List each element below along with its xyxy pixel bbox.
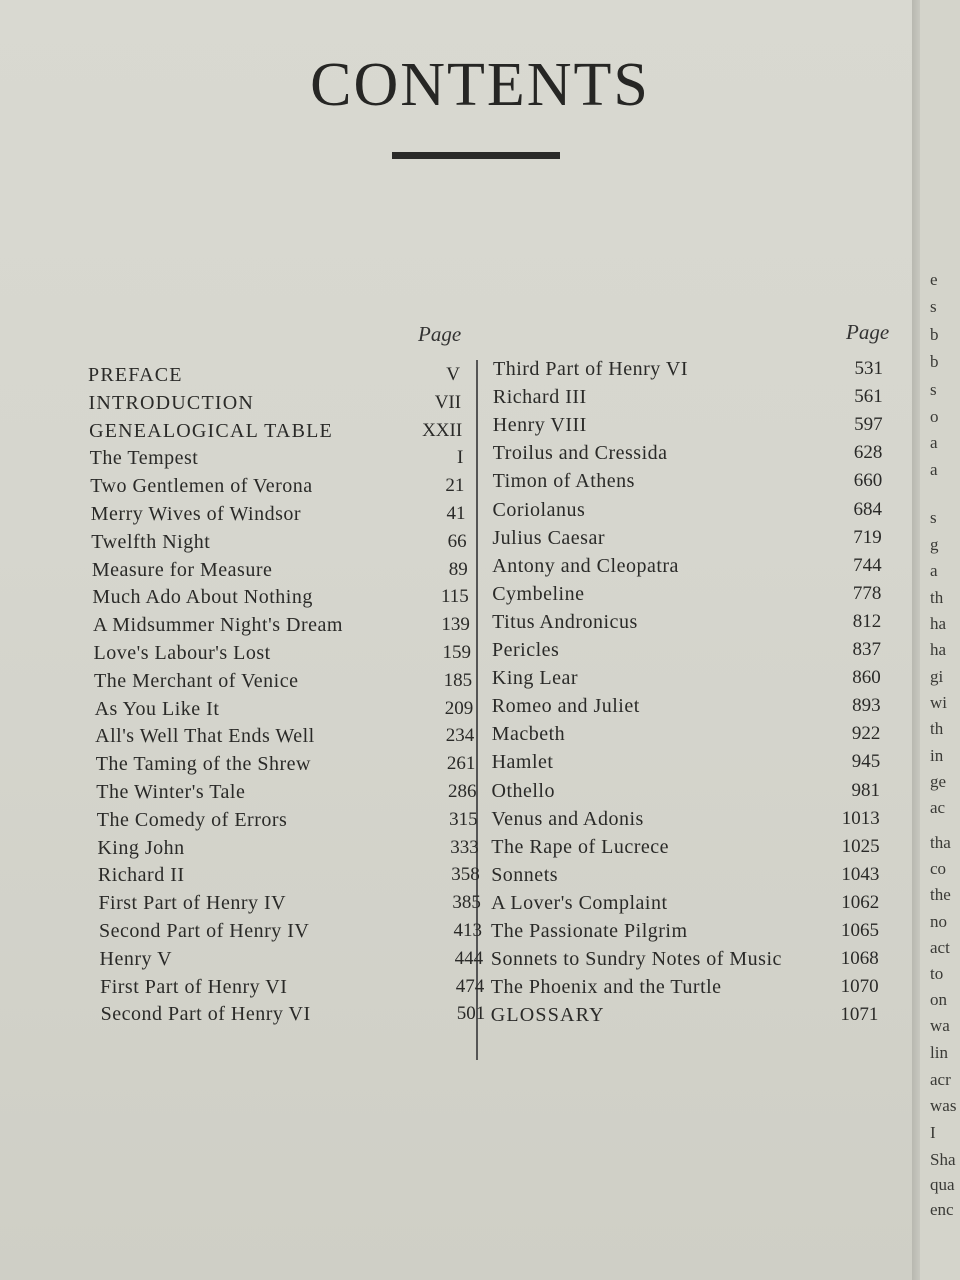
adjacent-page-text-fragment: s [930, 380, 937, 399]
contents-entry [493, 358, 883, 386]
adjacent-page-text-fragment: s [930, 297, 937, 316]
entry-title: Venus and Adonis [491, 807, 644, 830]
adjacent-page-text-fragment: lin [930, 1043, 948, 1062]
entry-page-number: 385 [452, 892, 481, 914]
entry-page-number: 234 [445, 725, 475, 747]
contents-entry [491, 976, 881, 1004]
adjacent-page-text-fragment: th [930, 719, 944, 738]
contents-entry [491, 920, 881, 948]
entry-title: The Rape of Lucrece [491, 835, 670, 858]
entry-page-number: 444 [454, 947, 484, 969]
entry-page-number: 1071 [840, 1004, 879, 1026]
entry-title: Troilus and Cressida [492, 442, 668, 465]
entry-page-number: 41 [446, 503, 466, 524]
entry-page-number: 922 [851, 723, 881, 745]
contents-entry [492, 583, 882, 611]
contents-entry [491, 892, 881, 920]
contents-entry [91, 558, 468, 587]
entry-page-number: 561 [854, 386, 883, 408]
entry-page-number: 89 [448, 558, 468, 580]
entry-page-number: 1025 [841, 835, 880, 857]
entry-page-number: 1070 [840, 976, 879, 998]
contents-entry [493, 499, 883, 527]
contents-entry [99, 920, 482, 948]
adjacent-page-text-fragment: wa [930, 1016, 950, 1035]
entry-page-number: 597 [854, 414, 883, 436]
entry-page-number: 315 [449, 808, 478, 830]
entry-page-number: 628 [853, 442, 883, 464]
contents-entry [91, 530, 467, 559]
entry-title: Julius Caesar [492, 526, 605, 549]
adjacent-page-text-fragment: gi [930, 667, 944, 686]
contents-entry [493, 386, 883, 414]
adjacent-page-text-fragment: ac [930, 798, 946, 817]
entry-page-number: 413 [453, 920, 482, 941]
entry-page-number: 684 [853, 498, 882, 520]
entry-title: Othello [491, 779, 555, 802]
adjacent-page-text-fragment: b [930, 352, 939, 371]
adjacent-page-text-fragment: enc [930, 1200, 954, 1219]
contents-entry [492, 667, 882, 695]
contents-entry [492, 555, 882, 583]
adjacent-page-text-fragment: to [930, 964, 944, 983]
entry-page-number: 1043 [841, 863, 880, 885]
adjacent-page-text-fragment: a [930, 561, 938, 580]
entry-page-number: V [446, 364, 460, 385]
adjacent-page-text-fragment: co [930, 859, 947, 878]
entry-page-number: 261 [446, 753, 476, 775]
entry-title: Sonnets to Sundry Notes of Music [490, 948, 782, 971]
entry-title: Third Part of Henry VI [493, 358, 689, 380]
contents-entry [493, 442, 883, 470]
entry-page-number: 744 [853, 554, 882, 576]
adjacent-page-text-fragment: act [930, 938, 950, 957]
contents-entry [491, 1004, 881, 1032]
entry-title: Henry V [99, 947, 173, 970]
adjacent-page-text-fragment: a [930, 460, 938, 479]
entry-page-number: 837 [852, 639, 881, 660]
entry-page-number: 159 [442, 642, 471, 663]
contents-entry [493, 470, 883, 498]
entry-page-number: VII [434, 391, 462, 413]
page-title: CONTENTS [310, 51, 650, 119]
entry-page-number: 185 [443, 669, 473, 691]
adjacent-page-text-fragment: was [930, 1096, 957, 1115]
adjacent-page-text-fragment: on [930, 990, 947, 1009]
entry-title: Coriolanus [492, 498, 586, 521]
contents-entry [95, 725, 475, 753]
entry-page-number: 333 [450, 836, 479, 858]
contents-entry [493, 414, 883, 442]
entry-title: Macbeth [491, 723, 566, 746]
entry-title: Richard III [492, 386, 587, 409]
entry-title: First Part of Henry VI [100, 975, 288, 998]
adjacent-page-text-fragment: o [930, 407, 939, 426]
adjacent-page-text-fragment: s [930, 508, 937, 527]
adjacent-page-text-fragment: th [930, 588, 944, 607]
left-page-header: Page [418, 322, 462, 346]
adjacent-page-text-fragment: ha [930, 640, 947, 659]
contents-entry [492, 780, 882, 808]
contents-entry [96, 808, 478, 837]
contents-entry [491, 864, 881, 892]
entry-title: All's Well That Ends Well [95, 725, 315, 748]
entry-page-number: 945 [851, 751, 881, 773]
adjacent-page-text-fragment: tha [930, 833, 951, 852]
entry-title: Antony and Cleopatra [492, 554, 679, 577]
entry-page-number: 1013 [841, 807, 880, 829]
contents-entry [93, 642, 471, 670]
entry-page-number: 660 [853, 470, 883, 492]
entry-title: GENEALOGICAL TABLE [89, 419, 333, 442]
entry-page-number: XXII [422, 419, 463, 441]
adjacent-page-text-fragment: acr [930, 1070, 951, 1089]
entry-title: Measure for Measure [91, 558, 273, 581]
adjacent-page-edge [920, 0, 960, 1280]
entry-title: Two Gentlemen of Verona [90, 475, 313, 498]
entry-title: Much Ado About Nothing [92, 586, 313, 609]
adjacent-page-text-fragment: ha [930, 614, 947, 633]
contents-entry [492, 723, 882, 751]
entry-page-number: 893 [852, 695, 881, 717]
entry-page-number: 21 [445, 475, 465, 497]
entry-page-number: 474 [455, 975, 485, 997]
entry-page-number: 981 [851, 779, 880, 801]
entry-title: First Part of Henry IV [98, 892, 287, 915]
adjacent-page-text-fragment: qua [930, 1175, 955, 1194]
contents-entry [97, 836, 479, 865]
entry-title: Merry Wives of Windsor [90, 503, 302, 525]
contents-entry [95, 753, 476, 781]
adjacent-page-text-fragment: g [930, 535, 939, 554]
contents-entry [90, 503, 466, 531]
contents-entry [94, 697, 474, 726]
entry-title: A Lover's Complaint [491, 891, 668, 914]
entry-page-number: 812 [852, 610, 882, 632]
entry-title: The Taming of the Shrew [95, 753, 311, 776]
entry-title: The Winter's Tale [96, 781, 246, 803]
adjacent-page-text-fragment: in [930, 746, 944, 765]
contents-entry [492, 611, 882, 639]
entry-title: The Comedy of Errors [96, 808, 288, 831]
entry-title: The Merchant of Venice [94, 669, 299, 692]
entry-title: Cymbeline [492, 582, 585, 605]
entry-title: A Midsummer Night's Dream [92, 614, 343, 637]
entry-page-number: 115 [440, 586, 469, 608]
entry-title: Pericles [492, 639, 560, 661]
entry-title: Richard II [97, 864, 185, 887]
entry-page-number: 778 [852, 582, 882, 604]
entry-page-number: 531 [854, 358, 883, 379]
entry-title: The Passionate Pilgrim [491, 920, 688, 942]
right-page-header: Page [846, 320, 890, 344]
page-gutter [912, 0, 920, 1280]
entry-title: Second Part of Henry IV [99, 920, 310, 942]
entry-title: GLOSSARY [490, 1004, 605, 1027]
contents-entry [491, 836, 881, 864]
entry-title: Love's Labour's Lost [93, 642, 271, 664]
adjacent-page-text-fragment: a [930, 433, 938, 452]
entry-title: King Lear [491, 667, 579, 690]
entry-title: Twelfth Night [91, 530, 211, 553]
adjacent-page-text-fragment: e [930, 270, 938, 289]
adjacent-page-text-fragment: b [930, 325, 939, 344]
contents-entry [96, 781, 477, 809]
entry-title: Henry VIII [492, 414, 587, 437]
contents-entry [492, 751, 882, 779]
contents-entry [98, 892, 481, 920]
contents-entry [492, 527, 882, 555]
entry-page-number: 501 [456, 1003, 486, 1025]
entry-page-number: 1065 [841, 920, 879, 941]
contents-entry [492, 695, 882, 723]
entry-page-number: 66 [447, 530, 467, 552]
entry-page-number: 358 [451, 864, 480, 886]
adjacent-page-text-fragment: Sha [930, 1150, 956, 1169]
entry-title: Hamlet [491, 751, 554, 774]
entry-page-number: 286 [448, 781, 477, 802]
contents-entry [97, 864, 480, 892]
contents-entry [88, 364, 460, 392]
entry-title: King John [97, 836, 185, 859]
entry-title: The Tempest [89, 447, 199, 470]
contents-entry [100, 975, 485, 1004]
entry-title: INTRODUCTION [88, 391, 255, 414]
entry-page-number: I [456, 447, 464, 469]
entry-page-number: 209 [444, 697, 474, 719]
entry-title: Titus Andronicus [492, 610, 638, 633]
contents-entry [492, 639, 882, 667]
adjacent-page-text-fragment: ge [930, 772, 947, 791]
contents-entry [92, 586, 469, 614]
entry-title: Second Part of Henry VI [100, 1003, 311, 1026]
adjacent-page-text-fragment: the [930, 885, 951, 904]
entry-title: As You Like It [94, 697, 220, 720]
contents-entry [90, 447, 462, 475]
contents-entry [99, 947, 484, 976]
contents-entry [100, 1003, 486, 1031]
contents-entry [94, 669, 473, 698]
contents-entry [89, 420, 461, 448]
entry-page-number: 719 [853, 526, 882, 548]
contents-entry [90, 475, 465, 503]
contents-entry [89, 392, 461, 420]
entry-title: PREFACE [88, 364, 183, 386]
entry-page-number: 860 [852, 667, 881, 689]
adjacent-page-text-fragment: wi [930, 693, 947, 712]
entry-title: Romeo and Juliet [491, 695, 640, 718]
entry-page-number: 1062 [841, 891, 880, 913]
contents-entry [491, 948, 881, 976]
title-rule [392, 152, 560, 159]
contents-entry [491, 808, 881, 836]
adjacent-page-text-fragment: I [930, 1123, 936, 1142]
entry-page-number: 139 [441, 614, 470, 636]
adjacent-page-text-fragment: no [930, 912, 947, 931]
entry-title: Timon of Athens [492, 470, 635, 493]
entry-title: Sonnets [491, 863, 559, 886]
entry-page-number: 1068 [840, 948, 879, 970]
entry-title: The Phoenix and the Turtle [490, 976, 722, 999]
contents-entry [92, 614, 470, 642]
